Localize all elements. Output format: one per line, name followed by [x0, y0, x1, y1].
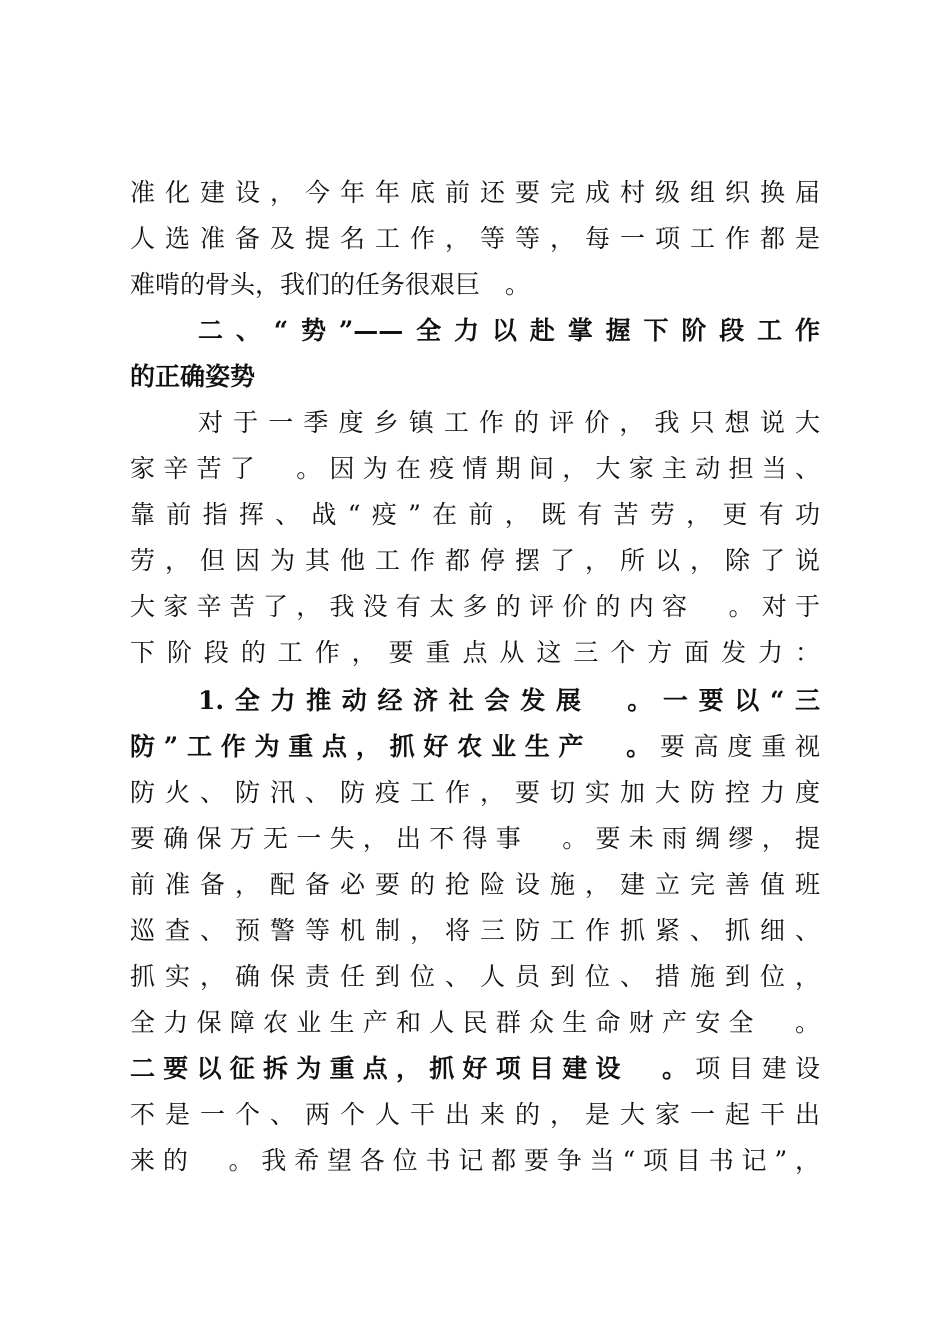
paragraph-line: 来的 。我希望各位书记都要争当“项目书记”，: [130, 1146, 820, 1175]
paragraph-line: 劳，但因为其他工作都停摆了，所以，除了说: [130, 546, 820, 575]
paragraph-line: 防火、防汛、防疫工作，要切实加大防控力度: [130, 778, 820, 807]
paragraph-line: 巡查、预警等机制，将三防工作抓紧、抓细、: [130, 916, 820, 945]
paragraph-line: [130, 732, 820, 762]
paragraph-line: 对于一季度乡镇工作的评价，我只想说大: [198, 408, 820, 437]
paragraph-line: 前准备，配备必要的抢险设施，建立完善值班: [130, 870, 820, 899]
paragraph-line: 抓实，确保责任到位、人员到位、措施到位，: [130, 962, 820, 991]
paragraph-line: 准化建设，今年年底前还要完成村级组织换届: [130, 178, 820, 207]
paragraph-line: 不是一个、两个人干出来的，是大家一起干出: [130, 1100, 820, 1129]
paragraph-line: 难啃的骨头，我们的任务很艰巨 。: [130, 270, 531, 299]
paragraph-line: 人选准备及提名工作，等等，每一项工作都是: [130, 224, 820, 253]
line-text: 项目建设: [695, 1054, 820, 1083]
paragraph-line: 要确保万无一失，出不得事 。要未雨绸缪，提: [130, 824, 820, 853]
paragraph-line: 全力保障农业生产和人民群众生命财产安全 。: [130, 1008, 820, 1037]
section-heading-line: 二、“势”——全力以赴掌握下阶段工作: [198, 316, 820, 345]
paragraph-line: 家辛苦了 。因为在疫情期间，大家主动担当、: [130, 454, 820, 483]
paragraph-line: [130, 1054, 820, 1084]
paragraph-line: 下阶段的工作，要重点从这三个方面发力：: [130, 638, 820, 667]
bold-phrase: 二要以征拆为重点，抓好项目建设 。: [130, 1054, 696, 1083]
line-text: 要高度重视: [659, 732, 820, 761]
bold-phrase: 防”工作为重点，抓好农业生产 。: [130, 732, 660, 761]
paragraph-line: 大家辛苦了，我没有太多的评价的内容 。对于: [130, 592, 820, 621]
paragraph-line: 靠前指挥、战“疫”在前，既有苦劳，更有功: [130, 500, 820, 529]
subheading-line: 1.全力推动经济社会发展 。一要以“三: [198, 686, 820, 715]
section-heading-line: 的正确姿势: [130, 362, 256, 391]
